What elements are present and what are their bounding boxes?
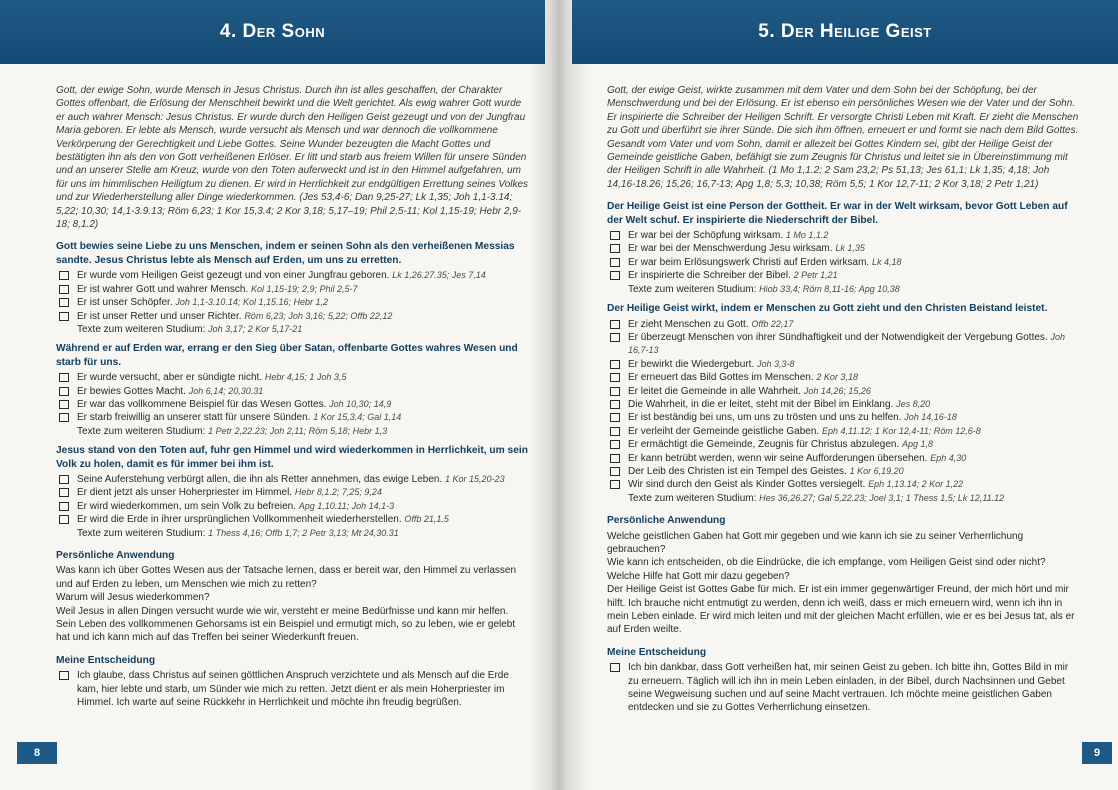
checkbox-icon [610,320,620,329]
list-item [607,425,1079,438]
item-text: Er ist unser Retter und unser Richter. [77,310,242,322]
application-text: Welche geistlichen Gaben hat Gott mir gegeben und wie kann ich sie zu seiner Verherrlichung gebrauchen? [607,530,1024,555]
list-item [607,229,1079,242]
application-text: Welche Hilfe hat Gott mir dazu gegeben? [607,570,790,582]
right-page-content [607,84,1079,715]
further-study [56,425,530,438]
section-heading: Während er auf Erden war, errang er den Sieg über Satan, offenbarte Gottes wahres Wesen und starb für uns. [56,343,518,368]
item-text: Er kann betrübt werden, wenn wir seine Aufforderungen übersehen. [628,452,928,464]
list-item [56,486,530,499]
bible-reference: 1 Kor 15,20-23 [445,473,505,484]
bible-reference: Eph 1,13.14; 2 Kor 1,22 [868,479,964,490]
item-text: Er war bei der Schöpfung wirksam. [628,230,784,242]
checkbox-icon [59,488,69,497]
item-text: Er ist beständig bei uns, um uns zu trösten und uns zu helfen. [628,412,902,424]
checkbox-icon [610,244,620,253]
bible-reference: Joh 1,1-3.10.14; Kol 1,15.16; Hebr 1,2 [175,297,328,308]
bible-reference: Kol 1,15-19; 2,9; Phil 2,5-7 [250,283,358,294]
further-study-label: Texte zum weiteren Studium: [77,527,206,539]
checkbox-icon [59,400,69,409]
application-heading: Persönliche Anwendung [56,550,175,561]
section-heading: Jesus stand von den Toten auf, fuhr gen Himmel und wird wiederkommen in Herrlichkeit, um sein Volk zu holen, damit es für immer bei ihm ist. [56,445,528,470]
item-text: Der Leib des Christen ist ein Tempel des Geistes. [628,465,847,477]
checkbox-icon [59,413,69,422]
bible-reference: Joh 16,7-13 [628,331,1065,356]
left-page-title-banner [0,0,545,64]
right-page-title-banner [572,0,1118,64]
item-text: Er bewies Gottes Macht. [77,385,186,397]
list-item [56,385,530,398]
item-text: Er wurde vom Heiligen Geist gezeugt und von einer Jungfrau geboren. [77,270,390,282]
book-gutter [528,0,590,790]
decision-heading: Meine Entscheidung [56,654,156,666]
further-study-label: Texte zum weiteren Studium: [628,283,757,295]
checkbox-icon [610,387,620,396]
list-item [56,411,530,424]
bible-reference: Hebr 8,1.2; 7,25; 9,24 [294,487,382,498]
section [56,342,530,438]
item-text: Er verleiht der Gemeinde geistliche Gaben. [628,425,820,437]
application-text: Was kann ich über Gottes Wesen aus der Tatsache lernen, dass er bereit war, den Himmel zu verlassen und auf Erden zu leben, um Menschen wie mich zu retten? [56,565,517,590]
bible-reference: Apg 1,10.11; Joh 14,1-3 [298,500,395,511]
item-text: Er ist unser Schöpfer. [77,297,173,309]
item-text: Er ist wahrer Gott und wahrer Mensch. [77,283,249,295]
list-item [607,438,1079,451]
item-text: Er dient jetzt als unser Hoherpriester im Himmel. [77,487,293,499]
further-study [607,492,1079,505]
further-study-label: Texte zum weiteren Studium: [628,492,757,504]
application-text: Warum will Jesus wiederkommen? [56,592,210,604]
bible-reference: 2 Petr 1,21 [793,270,838,281]
bible-reference: Offb 21,1.5 [404,514,449,525]
left-page-content [56,84,530,709]
section [56,240,530,336]
list-item [56,269,530,282]
bible-reference: Joh 3,17; 2 Kor 5,17-21 [208,323,303,334]
list-item [607,358,1079,371]
page-number-left [17,742,57,764]
bible-reference: Lk 1,35 [835,243,865,254]
list-item [56,371,530,384]
item-text: Die Wahrheit, in die er leitet, steht mit der Bibel im Einklang. [628,398,894,410]
checkbox-icon [610,373,620,382]
bible-reference: 1 Petr 2,22.23; Joh 2,11; Röm 5,18; Hebr 1,3 [208,425,388,436]
checkbox-icon [59,285,69,294]
decision-text: Ich glaube, dass Christus auf seinen göttlichen Anspruch verzichtete und als Mensch auf die Erde kam, hier lebte und starb, um Sünder wie mich zu retten. Jetzt dient er als mein Hoherpriester im Himmel. Ich warte auf seine Rückkehr in Herrlichkeit und möchte ihn freudig begrüßen. [77,670,509,709]
bible-reference: 2 Kor 3,18 [816,372,858,383]
bible-reference: Röm 6,23; Joh 3,16; 5,22; Offb 22,12 [244,310,393,321]
checkbox-icon [59,515,69,524]
list-item [607,269,1079,282]
further-study [56,323,530,336]
bible-reference: 1 Mo 1,1.2 [785,230,829,241]
list-item [607,411,1079,424]
section-heading: Der Heilige Geist ist eine Person der Gottheit. Er war in der Welt wirksam, bevor Gott Leben auf der Welt schuf. Er inspirierte die Niederschrift der Bibel. [607,201,1068,226]
section [607,302,1079,505]
bible-reference: Eph 4,30 [930,452,967,463]
section-heading: Der Heilige Geist wirkt, indem er Menschen zu Gott zieht und den Christen Beistand leistet. [607,303,1048,315]
item-text: Er leitet die Gemeinde in alle Wahrheit. [628,385,802,397]
checkbox-icon [610,258,620,267]
list-item [607,318,1079,331]
bible-reference: Lk 1,26.27.35; Jes 7,14 [392,270,486,281]
application-text: Weil Jesus in allen Dingen versucht wurde wie wir, versteht er meine Bedürfnisse und kann mir helfen. Sein Leben des vollkommenen Gehorsams ist ein Beispiel und ermutigt mich, so zu leben, wie er gelebt hat und ich kann mich auf das Treffen bei seiner Wiederkunft freuen. [56,605,516,644]
list-item [607,242,1079,255]
bible-reference: 1 Kor 15,3.4; Gal 1,14 [313,412,402,423]
bible-reference: Joh 14,16-18 [904,412,957,423]
item-text: Er wurde versucht, aber er sündigte nicht. [77,372,263,384]
further-study [607,283,1079,296]
bible-reference: Joh 14,26; 15,26 [803,385,871,396]
checkbox-icon [59,271,69,280]
application-text: Wie kann ich entscheiden, ob die Eindrücke, die ich empfange, vom Heiligen Geist sind oder nicht? [607,557,1046,569]
checkbox-icon [610,413,620,422]
checkbox-icon [59,475,69,484]
list-item [607,398,1079,411]
item-text: Er war bei der Menschwerdung Jesu wirksam. [628,243,833,255]
list-item [56,513,530,526]
bible-reference: Hes 36,26.27; Gal 5,22.23; Joel 3,1; 1 Thess 1,5; Lk 12,11.12 [759,492,1005,503]
list-item [607,331,1079,358]
list-item [607,385,1079,398]
checkbox-icon [59,502,69,511]
bible-reference: 1 Kor 6,19.20 [849,465,904,476]
checkbox-icon [59,312,69,321]
checkbox-icon [59,373,69,382]
checkbox-icon [610,663,620,672]
checkbox-icon [59,298,69,307]
doctrine-intro: Gott, der ewige Geist, wirkte zusammen mit dem Vater und dem Sohn bei der Schöpfung, bei der Menschwerdung und bei der Erlösung. Er ist ebenso ein persönliches Wesen wie der Vater und der Sohn. Er inspirierte die Schreiber der Heiligen Schrift. Er versorgte Christi Leben mit Kraft. Er zieht die Menschen zu Gott und überführt sie ihrer Sünde. Die sich ihm öffnen, erneuert er und formt sie nach dem Bild Gottes. Gesandt vom Vater und vom Sohn, damit er allezeit bei Gottes Kindern sei, gibt der Heilige Geist der Gemeinde geistliche Gaben, befähigt sie zum Zeugnis für Christus und leitet sie in Übereinstimmung mit der Heiligen Schrift in alle Wahrheit. (1 Mo 1,1.2; 2 Sam 23,2; Ps 51,13; Jes 61,1; Lk 1,35; 4,18; Joh 14,16-18.26; 15,26; 16,7-13; Apg 1,8; 5,3; 10,38; Röm 5,5; 1 Kor 12,7-11; 2 Kor 3,18; 2 Petr 1,21) [607,85,1079,190]
list-item [56,310,530,323]
bible-reference: Lk 4,18 [871,256,902,267]
checkbox-icon [610,333,620,342]
item-text: Er bewirkt die Wiedergeburt. [628,358,755,370]
item-text: Er starb freiwillig an unserer statt für unsere Sünden. [77,412,311,424]
decision-heading: Meine Entscheidung [607,646,707,658]
item-text: Er ermächtigt die Gemeinde, Zeugnis für Christus abzulegen. [628,439,900,451]
bible-reference: Joh 3,3-8 [756,358,795,369]
list-item [607,256,1079,269]
checkbox-icon [610,271,620,280]
item-text: Seine Auferstehung verbürgt allen, die ihn als Retter annehmen, das ewige Leben. [77,473,443,485]
left-page-title: 4. Der Sohn [219,21,326,42]
checkbox-icon [610,231,620,240]
doctrine-intro: Gott, der ewige Sohn, wurde Mensch in Jesus Christus. Durch ihn ist alles geschaffen, der Charakter Gottes offenbart, die Erlösung der Menschheit bewirkt und die Welt gerichtet. Als ewig wahrer Gott wurde er auch wahrer Mensch: Jesus Christus. Er wurde durch den Heiligen Geist gezeugt und von der Jungfrau Maria geboren. Er lebte als Mensch, wurde versucht als Mensch und war dennoch die vollkommene Verkörperung der Gerechtigkeit und Liebe Gottes. Seine Wunder bezeugten die Macht Gottes und bestätigten ihn als den von Gott verheißenen Erlöser. Er litt und starb aus freiem Willen für unsere Sünden und an unserer Stelle am Kreuz, wurde von den Toten auferweckt und ist in den Himmel aufgefahren, um für uns im himmlischen Heiligtum zu dienen. Er wird in Herrlichkeit zur endgültigen Errettung seines Volkes und zur Wiederherstellung aller Dinge wiederkommen. (Jes 53,4-6; Dan 9,25-27; Lk 1,35; Joh 1,1-3.14; 5,22; 10,30; 14,1-3.9.13; Röm 6,23; 1 Kor 15,3.4; 2 Kor 3,18; 5,17–19; Phil 2,5-11; Kol 1,15-19; Hebr 2,9-18; 8,1.2) [56,85,529,231]
list-item [56,500,530,513]
checkbox-icon [610,360,620,369]
bible-reference: Hebr 4,15; 1 Joh 3,5 [264,372,347,383]
list-item [56,296,530,309]
bible-reference: Apg 1,8 [902,439,934,450]
checkbox-icon [610,480,620,489]
list-item [56,473,530,486]
checkbox-icon [610,400,620,409]
item-text: Er zieht Menschen zu Gott. [628,318,749,330]
bible-reference: Offb 22,17 [751,318,794,329]
right-page-title: 5. Der Heilige Geist [758,21,932,42]
list-item [607,371,1079,384]
checkbox-icon [59,671,69,680]
bible-reference: Hiob 33,4; Röm 8,11-16; Apg 10,38 [759,283,900,294]
list-item [56,398,530,411]
checkbox-icon [610,427,620,436]
item-text: Er erneuert das Bild Gottes im Menschen. [628,372,814,384]
list-item [607,452,1079,465]
decision-item [56,669,530,709]
page-number: 8 [33,747,41,759]
section-heading: Gott bewies seine Liebe zu uns Menschen, indem er seinen Sohn als den verheißenen Messias sandte. Jesus Christus lebte als Mensch auf Erden, um uns zu erretten. [56,241,515,266]
further-study-label: Texte zum weiteren Studium: [77,323,206,335]
decision-item [607,661,1079,715]
item-text: Er war beim Erlösungswerk Christi auf Erden wirksam. [628,256,870,268]
page-number: 9 [1093,747,1101,759]
checkbox-icon [610,467,620,476]
item-text: Er inspirierte die Schreiber der Bibel. [628,270,791,282]
list-item [607,478,1079,491]
item-text: Er wird die Erde in ihrer ursprünglichen Vollkommenheit wiederherstellen. [77,514,402,526]
section [56,444,530,540]
bible-reference: Jes 8,20 [896,398,931,409]
item-text: Wir sind durch den Geist als Kinder Gottes versiegelt. [628,479,866,491]
item-text: Er war das vollkommene Beispiel für das Wesen Gottes. [77,398,327,410]
section [607,200,1079,296]
item-text: Er überzeugt Menschen von ihrer Sündhaftigkeit und der Notwendigkeit der Vergebung Gottes. [628,331,1048,343]
list-item [56,283,530,296]
checkbox-icon [610,454,620,463]
checkbox-icon [59,387,69,396]
list-item [607,465,1079,478]
further-study [56,527,530,540]
page-number-right [1082,742,1112,764]
bible-reference: Eph 4,11.12; 1 Kor 12,4-11; Röm 12,6-8 [822,425,981,436]
bible-reference: 1 Thess 4,16; Offb 1,7; 2 Petr 3,13; Mt 24,30.31 [208,527,399,538]
item-text: Er wird wiederkommen, um sein Volk zu befreien. [77,500,296,512]
decision-text: Ich bin dankbar, dass Gott verheißen hat, mir seinen Geist zu geben. Ich bitte ihn, Gottes Bild in mir zu erneuern. Täglich will ich ihn in mein Leben einladen, in der Bibel, durch Nachsinnen und Gebet seine Wegweisung suchen und auf seine Macht vertrauen. Ich möchte meine geistlichen Gaben entdecken und sie zu Gottes Verherrlichung einsetzen. [628,662,1069,714]
bible-reference: Joh 10,30; 14,9 [329,398,392,409]
further-study-label: Texte zum weiteren Studium: [77,425,206,437]
checkbox-icon [610,440,620,449]
application-text: Der Heilige Geist ist Gottes Gabe für mich. Er ist ein immer gegenwärtiger Freund, der mich hört und mir hilft. Ich brauche nicht entmutigt zu werden, denn ich weiß, dass er mich erneuern wird, wenn ich ihn in mein Leben einlade. Er wird mich leiten und mit der gleichen Macht erfüllen, wie er es bei Jesus tat, als er auf Erden weilte. [607,584,1075,636]
bible-reference: Joh 6,14; 20,30.31 [188,385,264,396]
application-heading: Persönliche Anwendung [607,515,726,527]
